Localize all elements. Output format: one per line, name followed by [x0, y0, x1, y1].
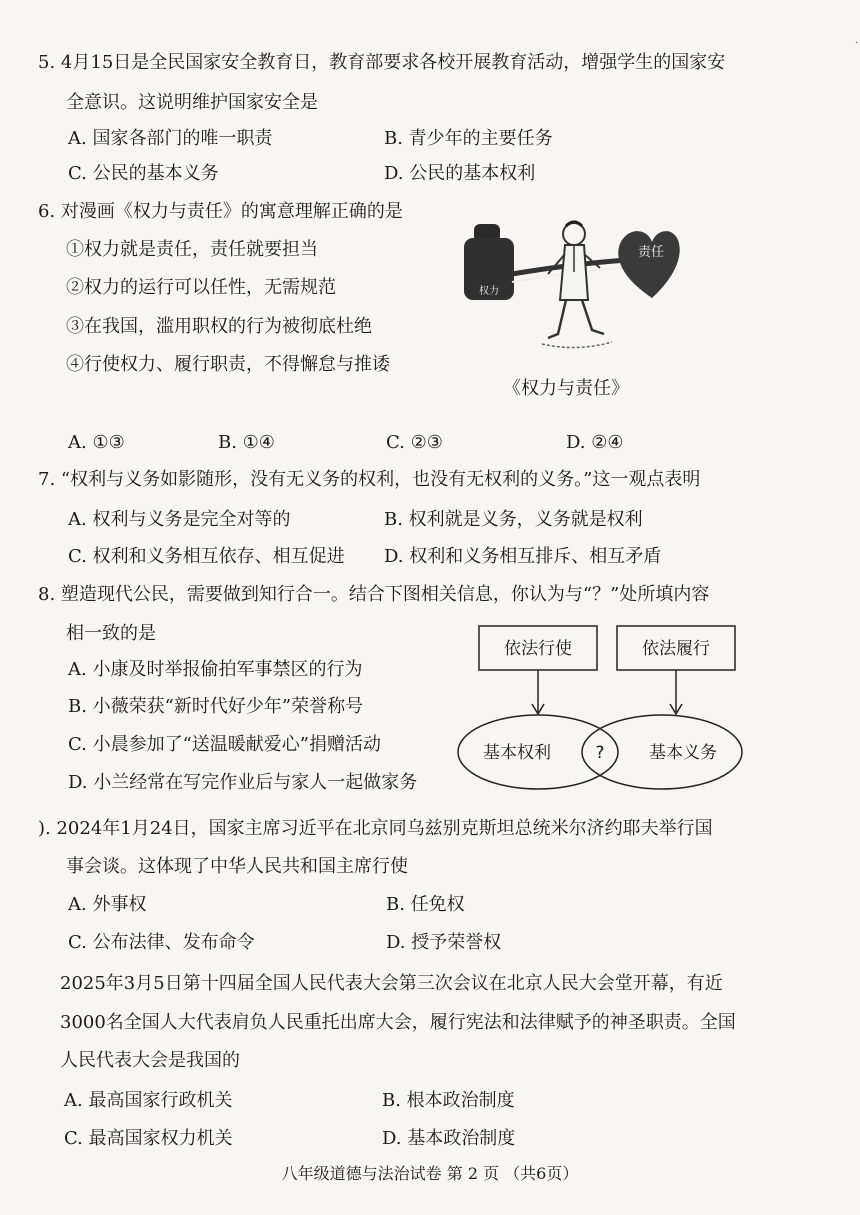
q5-stem-line1 — [38, 52, 725, 74]
box-fulfill-label: 依法履行 — [642, 639, 710, 659]
q9-stem-line1 — [38, 818, 713, 840]
heart-label: 责任 — [637, 245, 665, 260]
q8-option-c: C. 小晨参加了“送温暖献爱心”捐赠活动 — [68, 734, 381, 755]
q5-option-b: B. 青少年的主要任务 — [384, 128, 553, 149]
q6-option-b: B. ①④ — [218, 432, 275, 453]
q6-option-d: D. ②④ — [566, 432, 624, 453]
q8-stem-line1 — [38, 584, 709, 606]
q5-option-d: D. 公民的基本权利 — [384, 163, 536, 184]
q6-option-c: C. ②③ — [386, 432, 443, 453]
q9-option-b: B. 任免权 — [386, 894, 465, 915]
q9-stem-line2: 事会谈。这体现了中华人民共和国主席行使 — [66, 856, 408, 877]
heart-shape — [618, 231, 679, 298]
q10-stem-line3: 人民代表大会是我国的 — [60, 1050, 240, 1071]
q8-option-d: D. 小兰经常在写完作业后与家人一起做家务 — [68, 772, 418, 793]
q5-option-c: C. 公民的基本义务 — [68, 163, 219, 184]
q10-stem-line1: 2025年3月5日第十四届全国人民代表大会第三次会议在北京人民大会堂开幕，有近 — [60, 973, 723, 994]
q9-option-d: D. 授予荣誉权 — [386, 932, 502, 953]
q8-option-b: B. 小薇荣获“新时代好少年”荣誉称号 — [68, 696, 364, 717]
q6-statement-3: ③在我国，滥用职权的行为被彻底杜绝 — [66, 316, 372, 337]
q10-option-d: D. 基本政治制度 — [382, 1128, 516, 1149]
overlap-question-mark: ? — [595, 743, 605, 763]
scan-speck: · — [854, 38, 858, 49]
q8-stem-text: 塑造现代公民，需要做到知行合一。结合下图相关信息，你认为与“？”处所填内容 — [60, 584, 710, 605]
q5-number: 5. — [38, 52, 56, 73]
man-leg-right-shape — [582, 300, 604, 334]
q9-number: ). — [38, 818, 51, 839]
box-exercise-label: 依法行使 — [504, 639, 572, 659]
q7-stem — [38, 469, 700, 491]
q6-statement-4: ④行使权力、履行职责，不得懈怠与推诿 — [66, 354, 390, 375]
q8-number: 8. — [38, 584, 56, 605]
ellipse-duties-label: 基本义务 — [649, 743, 717, 763]
q10-option-c: C. 最高国家权力机关 — [64, 1128, 233, 1149]
q8-option-a: A. 小康及时举报偷拍军事禁区的行为 — [68, 659, 363, 680]
q7-number: 7. — [38, 469, 56, 490]
q7-option-b: B. 权利就是义务，义务就是权利 — [384, 509, 643, 530]
ground-shape — [542, 342, 612, 348]
q6-option-a: A. ①③ — [68, 432, 125, 453]
q6-number: 6. — [38, 201, 56, 222]
man-head-shape — [563, 223, 585, 245]
q6-statement-2: ②权力的运行可以任性，无需规范 — [66, 277, 336, 298]
weight-label: 权力 — [479, 286, 499, 297]
q10-option-b: B. 根本政治制度 — [382, 1090, 515, 1111]
ellipse-rights-label: 基本权利 — [483, 743, 551, 763]
q6-statement-1: ①权力就是责任，责任就要担当 — [66, 239, 318, 260]
q7-option-c: C. 权利和义务相互依存、相互促进 — [68, 546, 345, 567]
q10-stem-line2: 3000名全国人大代表肩负人民重托出席大会，履行宪法和法律赋予的神圣职责。全国 — [60, 1012, 736, 1033]
q5-option-a: A. 国家各部门的唯一职责 — [68, 128, 273, 149]
rights-duties-diagram — [455, 622, 745, 812]
man-leg-left-shape — [548, 300, 566, 338]
q5-stem-text: 4月15日是全民国家安全教育日，教育部要求各校开展教育活动，增强学生的国家安 — [60, 52, 726, 73]
q6-stem — [38, 201, 403, 223]
q9-option-a: A. 外事权 — [68, 894, 147, 915]
cartoon-caption: 《权力与责任》 — [503, 378, 629, 399]
q6-stem-text: 对漫画《权力与责任》的寓意理解正确的是 — [60, 201, 403, 222]
q9-option-c: C. 公布法律、发布命令 — [68, 932, 255, 953]
cartoon-power-responsibility — [462, 212, 680, 362]
q10-option-a: A. 最高国家行政机关 — [64, 1090, 233, 1111]
q7-stem-text: “权利与义务如影随形，没有无义务的权利，也没有无权利的义务。”这一观点表明 — [60, 469, 701, 490]
q8-stem-line2: 相一致的是 — [66, 623, 156, 644]
page-footer: 八年级道德与法治试卷 第 2 页 （共6页） — [281, 1164, 579, 1183]
q5-stem-line2: 全意识。这说明维护国家安全是 — [66, 92, 318, 113]
q7-option-d: D. 权利和义务相互排斥、相互矛盾 — [384, 546, 662, 567]
q7-option-a: A. 权利与义务是完全对等的 — [68, 509, 291, 530]
q9-stem-text: 2024年1月24日，国家主席习近平在北京同乌兹别克斯坦总统米尔济约耶夫举行国 — [56, 818, 713, 839]
